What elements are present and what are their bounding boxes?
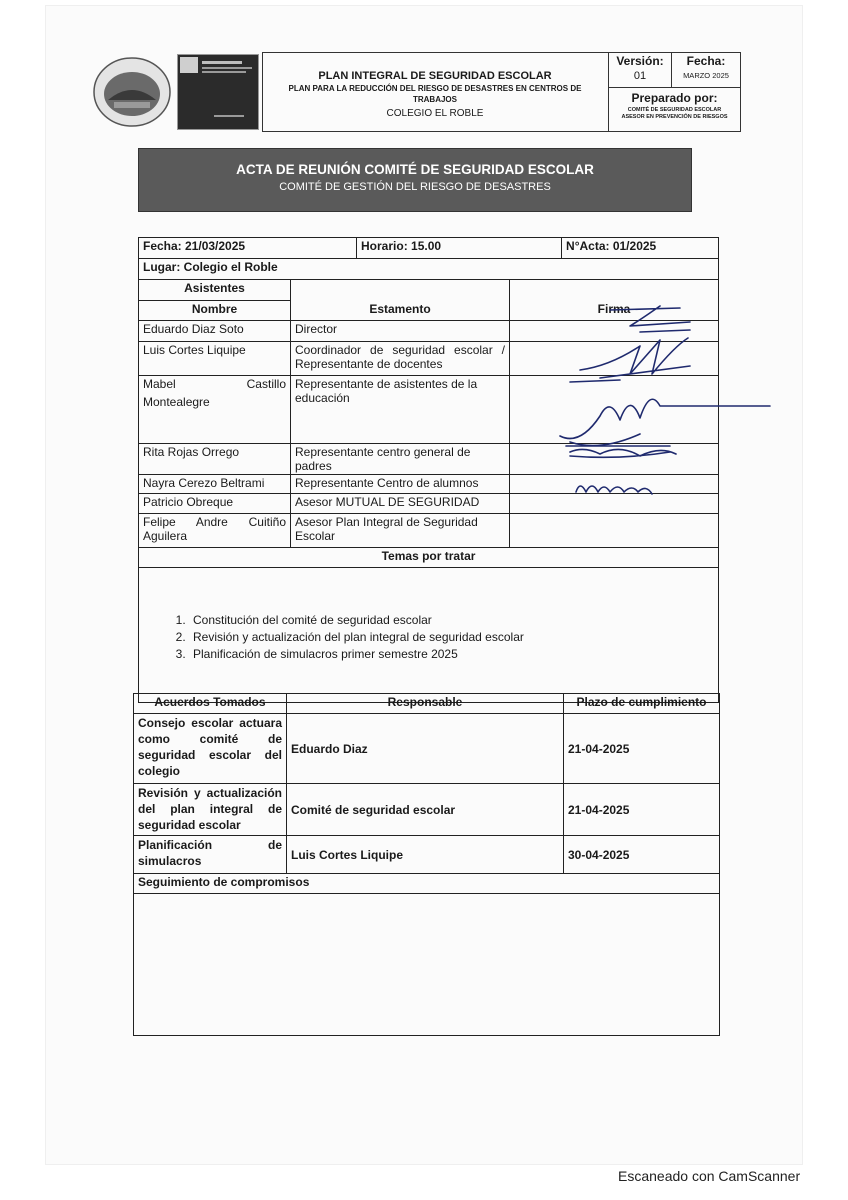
- prepared-label: Preparado por:: [631, 91, 718, 105]
- school-logo-icon: [90, 52, 174, 132]
- table-row: [134, 714, 720, 784]
- attendee-name: Luis Cortes Liquipe: [139, 342, 291, 376]
- meeting-date: Fecha: 21/03/2025: [139, 238, 357, 259]
- prepared-line1: COMITÉ DE SEGURIDAD ESCOLAR: [627, 107, 722, 113]
- agreements-table: [133, 693, 720, 1036]
- attendee-role: Asesor Plan Integral de Seguridad Escolar: [291, 514, 510, 548]
- version-value: 01: [633, 70, 647, 82]
- col-responsable: Responsable: [287, 694, 564, 714]
- list-item: 3. Planificación de simulacros primer semestre 2025: [189, 646, 718, 663]
- table-row: [134, 784, 720, 836]
- signatures-icon: [540, 296, 780, 516]
- attendees-label: Asistentes: [139, 280, 291, 301]
- attendee-role: Asesor MUTUAL DE SEGURIDAD: [291, 494, 510, 514]
- banner-subtitle: COMITÉ DE GESTIÓN DEL RIESGO DE DESASTRES: [279, 181, 551, 193]
- agreement-deadline: 30-04-2025: [564, 836, 720, 874]
- followup-cell: [134, 894, 720, 1036]
- agreement-text: Planificación de simulacros: [134, 836, 287, 874]
- meeting-place: Lugar: Colegio el Roble: [139, 259, 719, 280]
- meeting-time: Horario: 15.00: [357, 238, 562, 259]
- title-banner: [138, 148, 692, 212]
- col-estamento: Estamento: [291, 301, 510, 321]
- followup-label: Seguimiento de compromisos: [134, 874, 720, 894]
- attendee-name: Rita Rojas Orrego: [139, 444, 291, 475]
- list-item: 1. Constitución del comité de seguridad escolar: [189, 612, 718, 629]
- plan-subtitle-1: PLAN PARA LA REDUCCIÓN DEL RIESGO DE DESASTRES EN CENTROS DE: [288, 84, 582, 93]
- agreement-text: Consejo escolar actuara como comité de seguridad escolar del colegio: [134, 714, 287, 784]
- table-row: [139, 514, 719, 548]
- plan-title: PLAN INTEGRAL DE SEGURIDAD ESCOLAR: [318, 70, 552, 82]
- date-label: Fecha:: [686, 54, 726, 68]
- topics-label: Temas por tratar: [139, 548, 719, 568]
- attendee-name: Nayra Cerezo Beltrami: [139, 475, 291, 494]
- government-logo-icon: [177, 54, 259, 130]
- col-plazo: Plazo de cumplimiento: [564, 694, 720, 714]
- date-value: MARZO 2025: [683, 71, 729, 80]
- attendee-name: Eduardo Diaz Soto: [139, 321, 291, 342]
- table-row: [134, 836, 720, 874]
- attendee-role: Representante de asistentes de la educación: [291, 376, 510, 444]
- attendee-role: Representante Centro de alumnos: [291, 475, 510, 494]
- attendee-role: Representante centro general de padres: [291, 444, 510, 475]
- prepared-line2: ASESOR EN PREVENCIÓN DE RIESGOS: [621, 114, 728, 120]
- agreement-deadline: 21-04-2025: [564, 784, 720, 836]
- col-acuerdos: Acuerdos Tomados: [134, 694, 287, 714]
- scanner-watermark: Escaneado con CamScanner: [618, 1168, 801, 1184]
- attendee-name: Mabel Castillo Montealegre: [139, 376, 291, 444]
- agreement-responsible: Eduardo Diaz: [287, 714, 564, 784]
- banner-title: ACTA DE REUNIÓN COMITÉ DE SEGURIDAD ESCOLAR: [236, 162, 594, 177]
- attendee-role: Coordinador de seguridad escolar / Representante de docentes: [291, 342, 510, 376]
- agreement-deadline: 21-04-2025: [564, 714, 720, 784]
- meeting-number: N°Acta: 01/2025: [562, 238, 719, 259]
- agreement-text: Revisión y actualización del plan integral de seguridad escolar: [134, 784, 287, 836]
- col-nombre: Nombre: [139, 301, 291, 321]
- version-label: Versión:: [616, 54, 664, 68]
- attendee-name: Felipe Andre Cuitiño Aguilera: [139, 514, 291, 548]
- col-firma: Firma: [510, 301, 719, 321]
- attendee-name: Patricio Obreque: [139, 494, 291, 514]
- agreement-responsible: Luis Cortes Liquipe: [287, 836, 564, 874]
- school-name: COLEGIO EL ROBLE: [386, 108, 484, 119]
- plan-subtitle-2: TRABAJOS: [412, 95, 457, 104]
- agreement-responsible: Comité de seguridad escolar: [287, 784, 564, 836]
- topics-cell: [139, 568, 719, 703]
- attendee-role: Director: [291, 321, 510, 342]
- list-item: 2. Revisión y actualización del plan integral de seguridad escolar: [189, 629, 718, 646]
